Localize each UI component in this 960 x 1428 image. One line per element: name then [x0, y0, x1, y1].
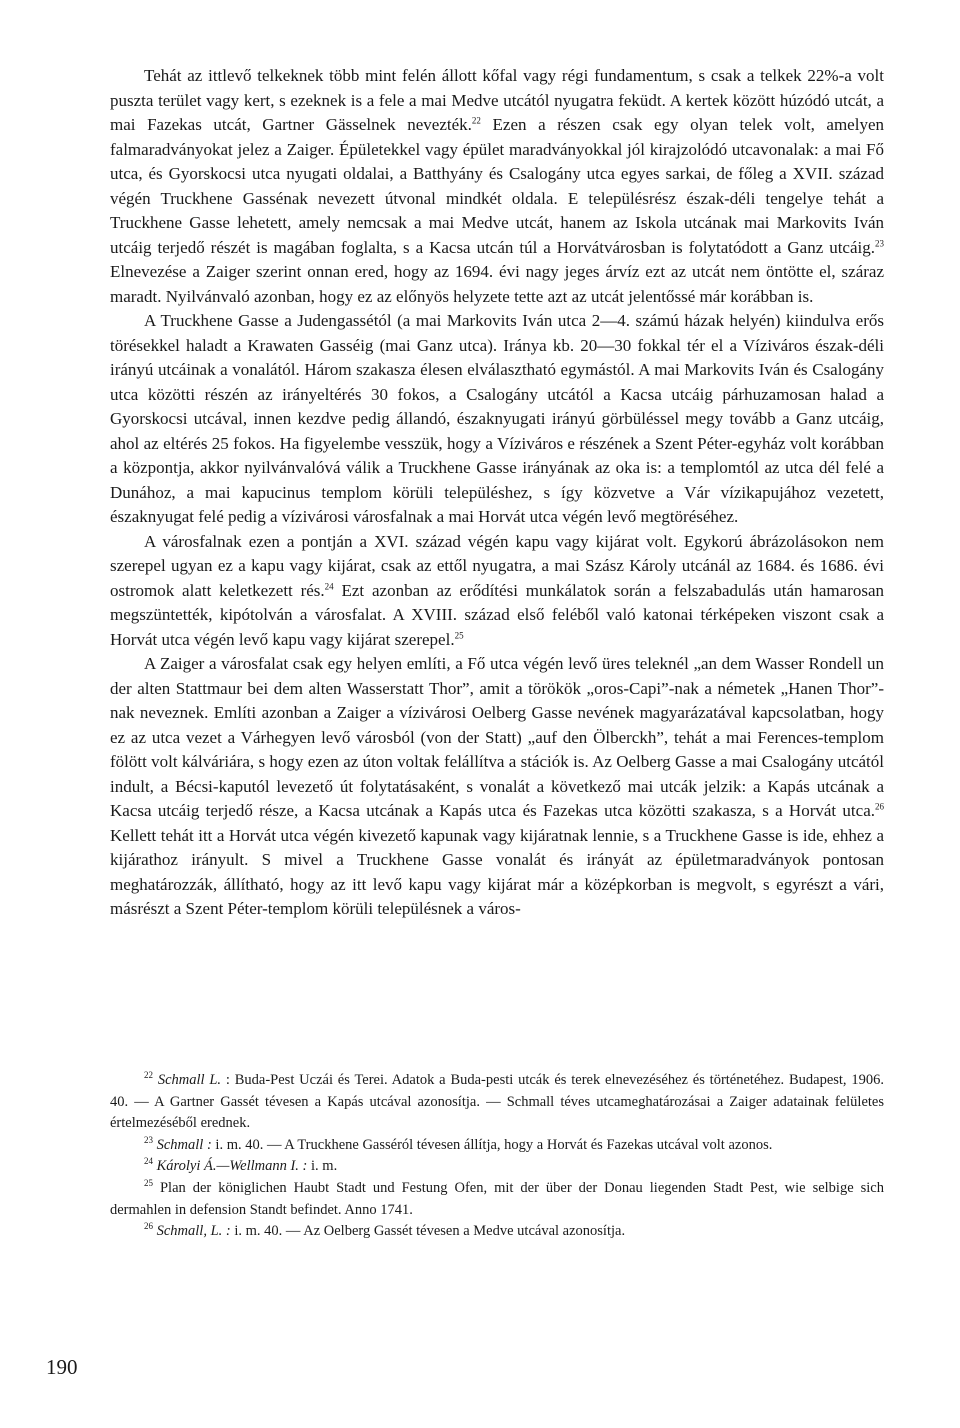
main-text — [110, 64, 884, 922]
footnotes — [110, 1070, 884, 1243]
text-run: Elnevezése a Zaiger szerint onnan ered, hogy az 1694. évi nagy jeges árvíz ezt az utcát nem öntötte el, száraz maradt. Nyilvánvaló azonban, hogy ez az előnyös helyzete tette azt az utcát jelentőssé már korábban is. — [110, 262, 884, 306]
footnote — [110, 1221, 884, 1243]
author-name: Schmall, L. : — [156, 1223, 231, 1240]
footnote-marker: 23 — [144, 1134, 153, 1145]
text-run: Ezen a részen csak egy olyan telek volt, amelyen falmaradványokat jelez a Zaiger. Épületekkel vagy épület maradványokkal jól kirajzolódó utcavonalak: a mai Fő utca, és Gyorskocsi utca nyugati oldalai, a Batthyány és Csalogány utca egyes sarkai, de főleg a XVII. század végén Truckhene Gassénak nevezett útvonal mindkét oldala. E településrész észak-déli tengelye tehát a Truckhene Gasse lehetett, amely nemcsak a mai Medve utcát, hanem az Iskola utcának mai Markovits Iván utcáig terjedő részét is magában foglalta, s a Kacsa utcán túl a Horvátvárosban is folytatódott a Ganz utcáig. — [110, 115, 884, 257]
author-name: Schmall : — [156, 1136, 212, 1153]
text-run: : Buda-Pest Uczái és Terei. Adatok a Buda-pesti utcák és terek elnevezéséhez és történetéhez. Budapest, 1906. 40. — A Gartner Gassét tévesen a Kapás utcával azonosítja. — Schmall téves utcameghatározásai a Zaiger adatainak felületes értelmezéséből erednek. — [110, 1072, 884, 1132]
text-run: A Truckhene Gasse a Judengassétól (a mai Markovits Iván utca 2—4. számú házak helyén) kiindulva erős törésekkel haladt a Krawaten Gasséig (mai Ganz utca). Iránya kb. 20—30 fokkal tér el a Víziváros észak-déli irányú utcáinak a vonalától. Három szakasza élesen elválasztható egymástól. A mai Markovits Iván és Csalogány utca közötti részén az irányeltérés 30 fokos, a Csalogány utcától a Kacsa utcáig párhuzamosan halad a Gyorskocsi utcával, innen kezdve pedig állandó, északnyugati irányú görbüléssel megy tovább a Ganz utcáig, ahol az eltérés 25 fokos. Ha figyelembe vesszük, hogy a Víziváros e részének a Szent Péter-egyház volt korábban a központja, akkor nyilvánvalóvá válik a Truckhene Gasse irányának az oka is: a templomtól az utca dél felé a Dunához, a mai kapucinus templom körüli településhez, s így közvetve a Vár vízikapujához vezetett, északnyugat felé pedig a vízivárosi városfalnak a mai Horvát utca végén levő megtöréséhez. — [110, 311, 884, 526]
footnote — [110, 1135, 884, 1157]
text-run: A Zaiger a városfalat csak egy helyen említi, a Fő utca végén levő üres teleknél „an dem Wasser Rondell un der alten Stattmaur bei dem alten Wasserstatt Thor”, amit a törökök „oros-Capi”-nak a németek „Hanen Thor”-nak neveznek. Említi azonban a Zaiger a vízivárosi Oelberg Gasse nevének magyarázatával kapcsolatban, hogy ez az utca vezet a Várhegyen levő városból (von der Statt) „auf den Ölberckh”, tehát a mai Ferences-templom fölött volt kálváriára, s hogy ezen az úton voltak felállítva a stációk is. Az Oelberg Gasse a mai Csalogány utcától indult, a Bécsi-kaputól levezető út folytatásaként, s vonalát a következő mai utcák jelzik: a Kapás utcának a Kacsa utcáig terjedő része, a Kacsa utcának a Kapás utca és Fazekas utca közötti szakasza, s a Horvát utca. — [110, 654, 884, 820]
footnote — [110, 1070, 884, 1135]
author-name: Schmall L. — [157, 1072, 222, 1088]
footnote-marker: 25 — [454, 629, 464, 640]
paragraph — [110, 530, 884, 653]
author-name: Károlyi Á.—Wellmann I. : — [156, 1158, 308, 1175]
text-run: Ezt azonban az erődítési munkálatok során a felszabadulás után hamarosan megszüntették, kipótolván a városfalat. A XVIII. század első feléből való katonai térképeken viszont csak a Horvát utca végén levő kapu vagy kijárat szerepel. — [110, 580, 884, 649]
footnote-marker: 22 — [144, 1070, 153, 1081]
footnote-marker: 25 — [144, 1178, 153, 1189]
text-run: Plan der königlichen Haubt Stadt und Festung Ofen, mit der über der Donau liegenden Stadt Pest, wie selbige sich dermahlen in defension Standt befindet. Anno 1741. — [110, 1179, 884, 1218]
text-run: A városfalnak ezen a pontján a XVI. század végén kapu vagy kijárat volt. Egykorú ábrázolásokon nem szerepel ugyan ez a kapu vagy kijárat, csak az ettől nyugatra, a mai Szász Károly utcánál az 1684. és 1686. évi ostromok alatt keletkezett rés. — [110, 531, 884, 600]
text-run: Kellett tehát itt a Horvát utca végén kivezető kapunak vagy kijáratnak lennie, s a Truckhene Gasse is ide, ehhez a kijárathoz irányult. S mivel a Truckhene Gasse vonalát és irányát az épületmaradványok pontosan meghatározzák, állítható, hogy az itt levő kapu vagy kijárat már a középkorban is megvolt, s egyrészt a vári, másrészt a Szent Péter-templom körüli településnek a város- — [110, 825, 884, 918]
paragraph — [110, 652, 884, 922]
footnote-marker: 24 — [144, 1156, 153, 1167]
paragraph — [110, 64, 884, 309]
footnote-marker: 23 — [875, 237, 884, 248]
footnote — [110, 1156, 884, 1178]
text-run: i. m. 40. — Az Oelberg Gassét tévesen a Medve utcával azonosítja. — [230, 1223, 626, 1240]
footnote-marker: 26 — [875, 801, 884, 812]
footnote-marker: 22 — [471, 115, 481, 126]
footnote — [110, 1178, 884, 1221]
paragraph — [110, 309, 884, 530]
page-number: 190 — [46, 1355, 78, 1379]
text-run: Tehát az ittlevő telkeknek több mint felén állott kőfal vagy régi fundamentum, s csak a telkek 22%-a volt puszta terület vagy kert, s ezeknek is a fele a mai Medve utcától nyugatra feküdt. A kertek között húzódó utcát, a mai Fazekas utcát, Gartner Gässelnek nevezték. — [110, 66, 884, 134]
footnote-marker: 26 — [144, 1221, 153, 1232]
footnote-marker: 24 — [324, 580, 334, 591]
text-run: i. m. 40. — A Truckhene Gasséról tévesen állítja, hogy a Horvát és Fazekas utcával volt azonos. — [211, 1136, 773, 1153]
text-run: i. m. — [307, 1158, 338, 1175]
